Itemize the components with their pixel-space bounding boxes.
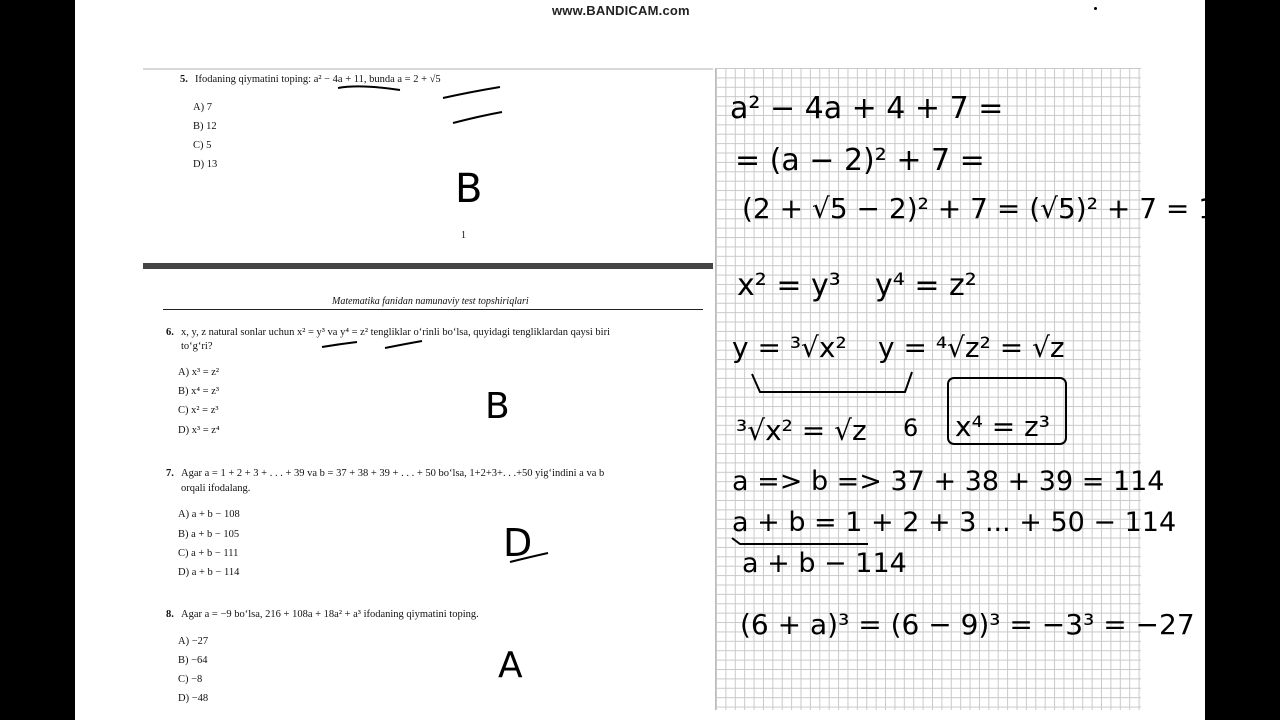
cursor-dot [1094, 7, 1097, 10]
page-header: Matematika fanidan namunaviy test topshiriqlari [332, 296, 529, 307]
recorder-watermark: www.BANDICAM.com [552, 3, 690, 18]
q8-option-b: B) −64 [178, 655, 208, 666]
q6-number: 6. [166, 327, 174, 338]
note-line-3: (2 + √5 − 2)² + 7 = (√5)² + 7 = 12 [742, 192, 1234, 225]
q6-option-d: D) x³ = z⁴ [178, 425, 220, 436]
page-separator [143, 263, 713, 269]
q5-text: Ifodaning qiymatini toping: a² − 4a + 11, bunda a = 2 + √5 [195, 74, 441, 85]
q6-line1: x, y, z natural sonlar uchun x² = y³ va y⁴ = z² tengliklar o‘rinli bo‘lsa, quyidagi tengliklardan qaysi biri [181, 327, 610, 338]
page-top-edge [143, 68, 713, 70]
note-line-5b: y = ⁴√z² = √z [878, 331, 1065, 364]
q8-option-c: C) −8 [178, 674, 203, 685]
page-number: 1 [461, 230, 466, 241]
answer-q5: B [455, 166, 483, 212]
note-line-9: a + b − 114 [742, 548, 907, 579]
note-line-6c: x⁴ = z³ [955, 410, 1050, 443]
note-line-10: (6 + a)³ = (6 − 9)³ = −3³ = −27 [740, 608, 1195, 641]
q7-line2: orqali ifodalang. [181, 483, 251, 494]
q5-option-a: A) 7 [193, 102, 212, 113]
note-line-7: a => b => 37 + 38 + 39 = 114 [732, 466, 1165, 497]
q8-option-a: A) −27 [178, 636, 209, 647]
q7-option-b: B) a + b − 105 [178, 529, 240, 540]
q5-option-b: B) 12 [193, 121, 217, 132]
q7-option-d: D) a + b − 114 [178, 567, 240, 578]
answer-q8: A [498, 645, 523, 686]
answer-q7: D [503, 521, 533, 565]
q6-option-a: A) x³ = z² [178, 367, 220, 378]
q5-number: 5. [180, 74, 188, 85]
note-line-5a: y = ³√x² [732, 331, 847, 364]
q5-option-d: D) 13 [193, 159, 218, 170]
q8-option-d: D) −48 [178, 693, 209, 704]
q7-number: 7. [166, 468, 174, 479]
note-line-4a: x² = y³ [737, 268, 841, 303]
note-line-4b: y⁴ = z² [875, 268, 977, 303]
q7-option-a: A) a + b − 108 [178, 509, 240, 520]
q6-line2: to‘g‘ri? [181, 341, 213, 352]
q8-text: Agar a = −9 bo‘lsa, 216 + 108a + 18a² + a³ ifodaning qiymatini toping. [181, 609, 479, 620]
q6-option-b: B) x⁴ = z³ [178, 386, 220, 397]
q7-option-c: C) a + b − 111 [178, 548, 239, 559]
note-line-6b: 6 [903, 414, 919, 442]
q8-number: 8. [166, 609, 174, 620]
q7-line1: Agar a = 1 + 2 + 3 + . . . + 39 va b = 37 + 38 + 39 + . . . + 50 bo‘lsa, 1+2+3+. . .+50 yig‘indini a va b [181, 468, 605, 479]
grid-notebook [715, 68, 1141, 710]
note-line-6a: ³√x² = √z [736, 414, 867, 447]
header-rule [163, 309, 703, 310]
note-line-1: a² − 4a + 4 + 7 = [730, 91, 1004, 126]
note-line-2: = (a − 2)² + 7 = [735, 143, 985, 178]
q5-option-c: C) 5 [193, 140, 212, 151]
q6-option-c: C) x² = z³ [178, 405, 219, 416]
answer-q6: B [485, 386, 510, 427]
note-line-8: a + b = 1 + 2 + 3 ... + 50 − 114 [732, 507, 1177, 538]
